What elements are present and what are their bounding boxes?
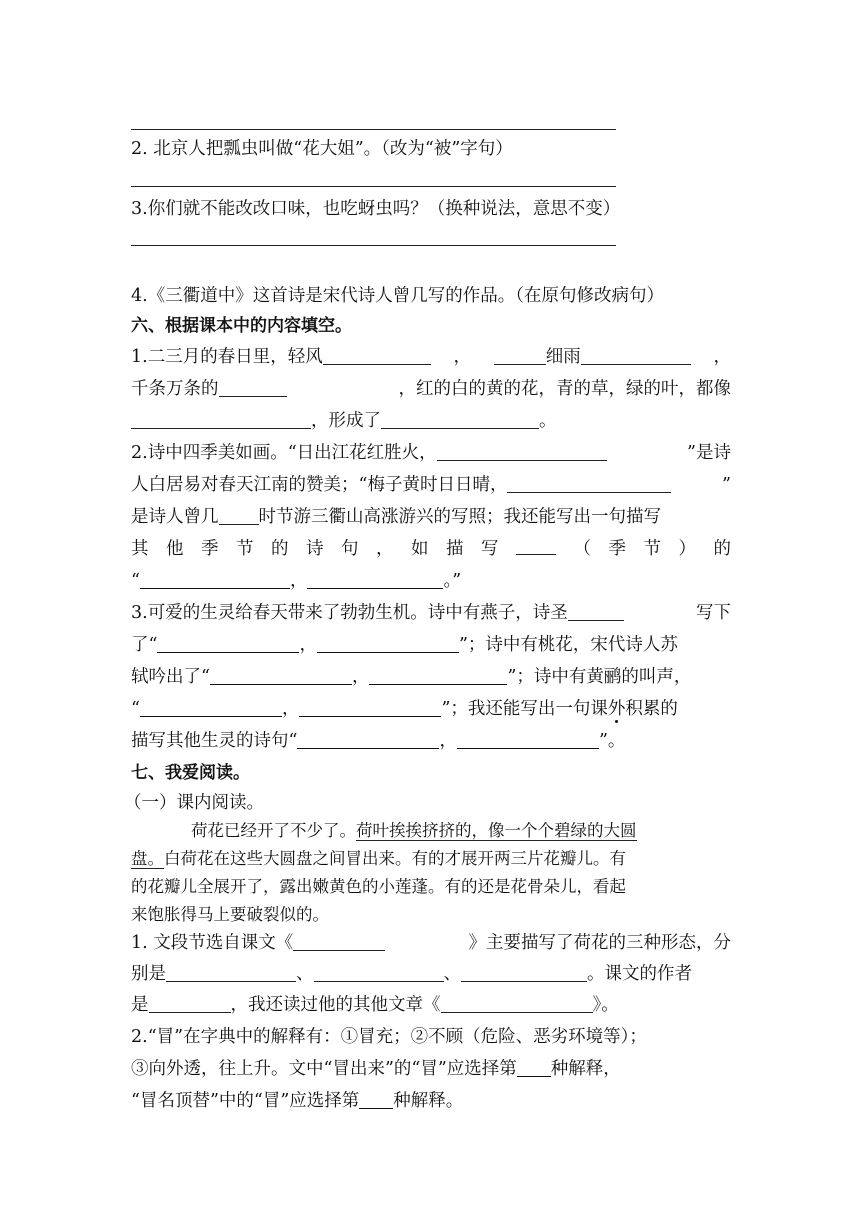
fill-blank[interactable] bbox=[157, 634, 299, 653]
fill-blank[interactable] bbox=[314, 963, 444, 982]
fill-blank[interactable] bbox=[516, 536, 556, 555]
answer-line[interactable] bbox=[131, 186, 616, 187]
question-2: 2. 北京人把瓢虫叫做“花大姐”。（改为“被”字句） bbox=[131, 139, 513, 159]
fill-blank[interactable] bbox=[581, 346, 691, 365]
s7-q1-line1: 1. 文段节选自课文《 》主要描写了荷花的三种形态，分 bbox=[131, 933, 731, 953]
fill-blank[interactable] bbox=[131, 410, 311, 429]
fill-blank[interactable] bbox=[323, 346, 431, 365]
answer-line[interactable] bbox=[131, 245, 616, 246]
section-7-heading: 七、我爱阅读。 bbox=[131, 763, 250, 783]
fill-blank[interactable] bbox=[568, 602, 624, 621]
s6-p2-line5: “ ， 。” bbox=[131, 571, 462, 591]
fill-blank[interactable] bbox=[149, 994, 231, 1013]
fill-blank[interactable] bbox=[140, 698, 282, 717]
fill-blank[interactable] bbox=[494, 346, 546, 365]
fill-blank[interactable] bbox=[210, 666, 352, 685]
s7-q1-line2: 别是 、 、 。课文的作者 bbox=[131, 964, 692, 984]
fill-blank[interactable] bbox=[219, 506, 259, 525]
s6-p1-line1: 1.二三月的春日里，轻风 ， 细雨 ， bbox=[131, 347, 731, 367]
passage-line-4: 来饱胀得马上要破裂似的。 bbox=[131, 905, 329, 924]
s6-p2-line4: 其 他 季 节 的 诗 句 ， 如 描 写 （ 季 节 ） 的 bbox=[131, 536, 731, 562]
s7-q2-line1: 2.“冒”在字典中的解释有：①冒充；②不顾（危险、恶劣环境等）； bbox=[131, 1027, 647, 1047]
s6-p2-line1: 2.诗中四季美如画。“日出江花红胜火， ”是诗 bbox=[131, 443, 731, 463]
s6-p3-line5: 描写其他生灵的诗句“ ， ”。 bbox=[131, 731, 626, 751]
fill-blank[interactable] bbox=[140, 570, 290, 589]
s6-p1-line2: 千条万条的 ，红的白的黄的花，青的草，绿的叶，都像 bbox=[131, 379, 731, 399]
s6-p3-line1: 3.可爱的生灵给春天带来了勃勃生机。诗中有燕子，诗圣 写下 bbox=[131, 603, 731, 623]
fill-blank[interactable] bbox=[437, 442, 607, 461]
s7-q2-line2: ③向外透，往上升。文中“冒出来”的“冒”应选择第 种解释， bbox=[131, 1059, 621, 1079]
fill-blank[interactable] bbox=[369, 666, 507, 685]
s6-p3-line4: “ ， ”；我还能写出一句课外积累的 bbox=[131, 699, 678, 719]
passage-line-1: 荷花已经开了不少了。荷叶挨挨挤挤的，像一个个碧绿的大圆 bbox=[191, 821, 637, 840]
fill-blank[interactable] bbox=[359, 1090, 393, 1109]
section-6-heading: 六、根据课本中的内容填空。 bbox=[131, 316, 352, 336]
fill-blank[interactable] bbox=[219, 378, 287, 397]
fill-blank[interactable] bbox=[517, 1058, 551, 1077]
question-4: 4.《三衢道中》这首诗是宋代诗人曾几写的作品。（在原句修改病句） bbox=[131, 286, 664, 306]
s6-p3-line2: 了“ ， ”；诗中有桃花，宋代诗人苏 bbox=[131, 635, 678, 655]
s6-p2-line3: 是诗人曾几 时节游三衢山高涨游兴的写照；我还能写出一句描写 bbox=[131, 507, 661, 527]
fill-blank[interactable] bbox=[166, 963, 296, 982]
passage-line-3: 的花瓣儿全展开了，露出嫩黄色的小莲蓬。有的还是花骨朵儿，看起 bbox=[131, 877, 626, 896]
fill-blank[interactable] bbox=[441, 994, 593, 1013]
fill-blank[interactable] bbox=[507, 474, 671, 493]
s7-q2-line3: “冒名顶替”中的“冒”应选择第 种解释。 bbox=[131, 1091, 464, 1111]
s6-p3-line3: 轼吟出了“ ， ”；诗中有黄鹂的叫声， bbox=[131, 667, 692, 687]
fill-blank[interactable] bbox=[457, 730, 599, 749]
fill-blank[interactable] bbox=[297, 730, 439, 749]
fill-blank[interactable] bbox=[307, 570, 443, 589]
answer-line[interactable] bbox=[131, 129, 616, 130]
s6-p2-line2: 人白居易对春天江南的赞美；“梅子黄时日日晴， ” bbox=[131, 475, 731, 495]
fill-blank[interactable] bbox=[381, 410, 539, 429]
question-3: 3.你们就不能改改口味，也吃蚜虫吗？（换种说法，意思不变） bbox=[131, 199, 621, 219]
section-7-subheading: （一）课内阅读。 bbox=[124, 793, 264, 813]
fill-blank[interactable] bbox=[461, 963, 587, 982]
s7-q1-line3: 是 ，我还读过他的其他文章《 》。 bbox=[131, 995, 619, 1015]
fill-blank[interactable] bbox=[293, 932, 385, 951]
s6-p1-line3: ，形成了 。 bbox=[131, 408, 731, 434]
fill-blank[interactable] bbox=[299, 698, 441, 717]
fill-blank[interactable] bbox=[317, 634, 459, 653]
passage-line-2: 盘。白荷花在这些大圆盘之间冒出来。有的才展开两三片花瓣儿。有 bbox=[131, 849, 626, 868]
